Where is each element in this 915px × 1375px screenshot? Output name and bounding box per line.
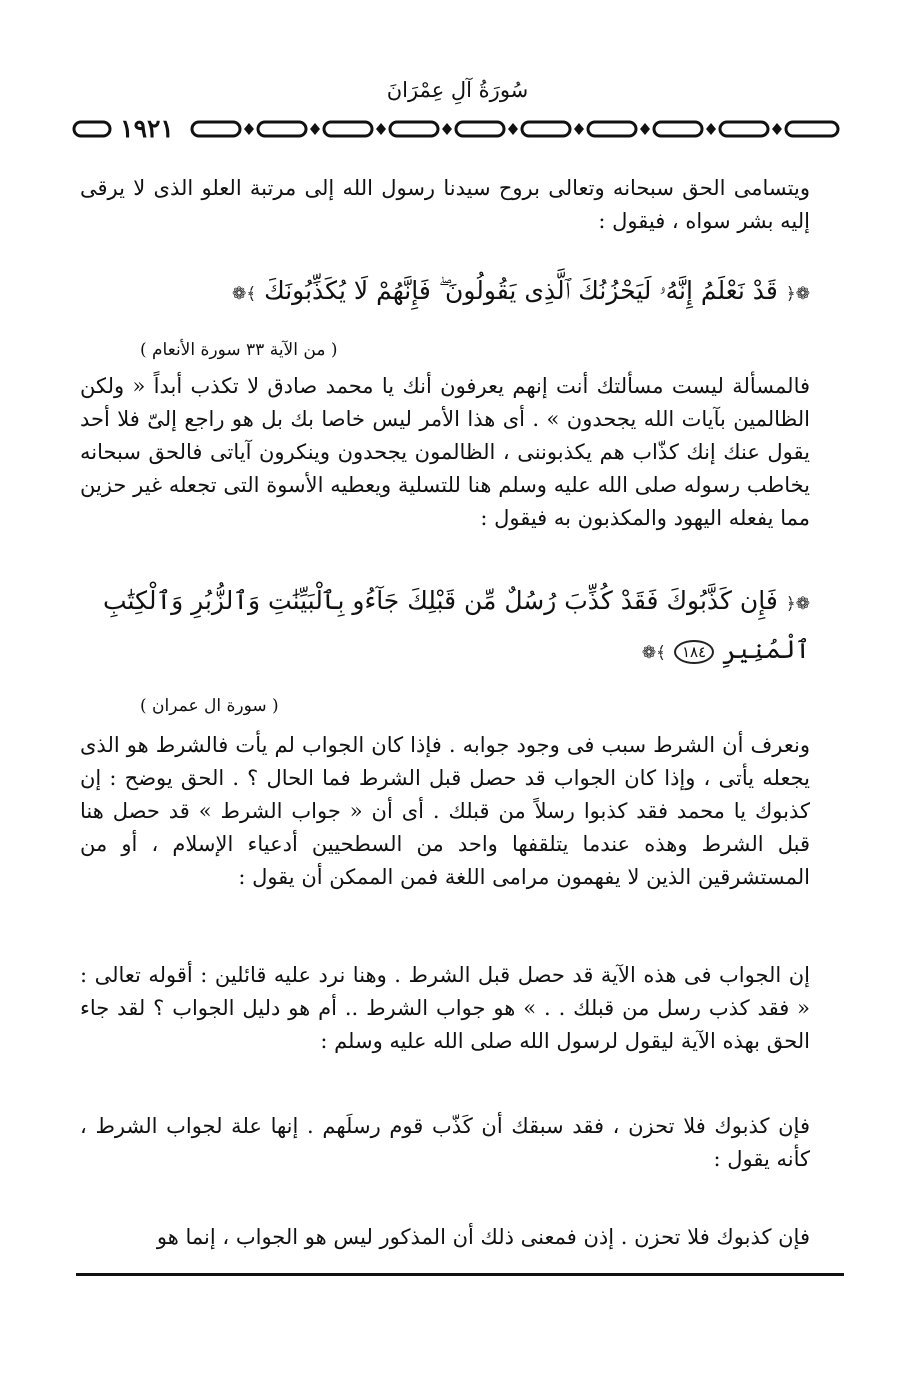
verse-close-ornament: ﴾❁ <box>641 643 667 663</box>
paragraph-condition: ونعرف أن الشرط سبب فى وجود جوابه . فإذا كان الجواب لم يأت فالشرط هو الذى يجعله يأتى ، وإذا كان الجواب قد حصل قبل الشرط فما الحال ؟ . الحق يوضح : إن كذبوك يا محمد فقد كذبوا رسلاً من قبلك . أى أن « جواب الشرط » قد حصل هنا قبل الشرط وهذه عندما يتلقفها واحد من السطحيين أدعياء الإسلام ، أو من المستشرقين الذين لا يفهمون مرامى اللغة فمن الممكن أن يقول : <box>80 733 810 889</box>
verse-open-ornament: ❁﴿ <box>785 594 810 614</box>
paragraph-intro: ويتسامى الحق سبحانه وتعالى بروح سيدنا رسول الله إلى مرتبة العلو الذى لا يرقى إليه بشر سواه ، فيقول : <box>80 176 810 233</box>
page-number: ١٩٢١ <box>112 114 182 144</box>
paragraph-explanation: فالمسألة ليست مسألتك أنت إنهم يعرفون أنك يا محمد صادق لا تكذب أبداً « ولكن الظالمين بآيات الله يجحدون » . أى هذا الأمر ليس خاصا بك بل هو راجع إلىّ فلا أحد يقول عنك إنك كذّاب هم يكذبوننى ، الظالمون يجحدون وينكرون آياتى فالحق سبحانه يخاطب رسوله صلى الله عليه وسلم هنا للتسلية ويعطيه الأسوة التى تجعله غير حزين مما يفعله اليهود والمكذبون به فيقول : <box>80 374 810 530</box>
verse-2-line-1: ❁﴿ فَإِن كَذَّبُوكَ فَقَدْ كُذِّبَ رُسُلٌ مِّن قَبْلِكَ جَآءُو بِٱلْبَيِّنَٰتِ وَٱلزُّبُرِ وَٱلْكِتَٰبِ <box>103 586 810 615</box>
surah-header-title: سُورَةُ آلِ عِمْرَانَ <box>386 78 529 102</box>
bottom-rule <box>76 1273 844 1276</box>
verse-open-ornament: ❁﴿ <box>785 284 810 304</box>
verse-close-ornament: ﴾❁ <box>231 284 257 304</box>
paragraph-cause: فإن كذبوك فلا تحزن ، فقد سبقك أن كَذّب قوم رسلَهم . إنها علة لجواب الشرط ، كأنه يقول : <box>80 1114 810 1171</box>
ayah-number-medallion: ١٨٤ <box>674 640 714 664</box>
quran-verse-2 <box>80 578 810 676</box>
verse-1-reference: ( من الآية ٣٣ سورة الأنعام ) <box>140 340 338 360</box>
verse-1-text: قَدْ نَعْلَمُ إِنَّهُۥ لَيَحْزُنُكَ ٱلَّذِى يَقُولُونَ ۖ فَإِنَّهُمْ لَا يُكَذِّبُونَكَ <box>264 276 778 305</box>
paragraph-answer: إن الجواب فى هذه الآية قد حصل قبل الشرط . وهنا نرد عليه قائلين : أقوله تعالى : « فقد كذب رسل من قبلك . . » هو جواب الشرط .. أم هو دليل الجواب ؟ لقد جاء الحق بهذه الآية ليقول لرسول الله صلى الله عليه وسلم : <box>80 963 810 1053</box>
ornamental-border <box>72 114 842 144</box>
quran-verse-1 <box>80 268 810 317</box>
verse-2-reference: ( سورة ال عمران ) <box>140 696 279 716</box>
paragraph-continuation: فإن كذبوك فلا تحزن . إذن فمعنى ذلك أن المذكور ليس هو الجواب ، إنما هو <box>156 1225 810 1249</box>
verse-2-line-2: ٱلْمُنِيرِ ١٨٤ ﴾❁ <box>641 635 810 664</box>
